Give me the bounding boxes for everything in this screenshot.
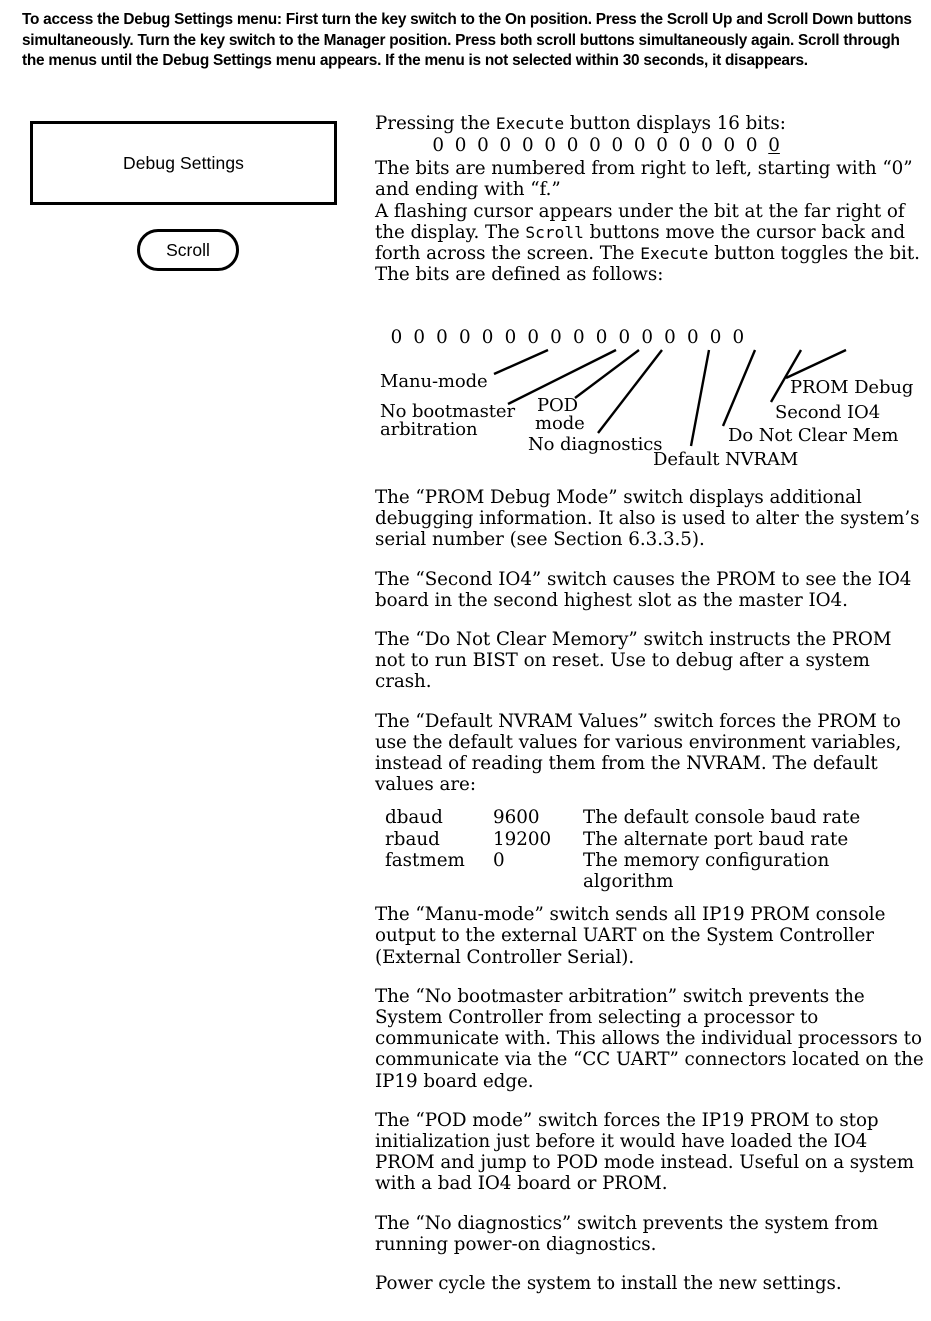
diagram-bit-1: 0 bbox=[413, 327, 426, 348]
diagram-bit-15: 0 bbox=[732, 327, 745, 348]
diagram-bit-5: 0 bbox=[504, 327, 517, 348]
bit-2: 0 bbox=[477, 135, 489, 157]
menu-graphic bbox=[0, 110, 365, 290]
p3-text-c: button toggles the bit. The bits are defined as follows: bbox=[375, 243, 920, 286]
diagram-bit-6: 0 bbox=[527, 327, 539, 348]
variable-value: 0 bbox=[493, 849, 505, 871]
bit-8: 0 bbox=[611, 135, 624, 157]
paragraph-default-nvram-values: The “Default NVRAM Values” switch forces the PROM to use the default values for various environment variables, instead of reading them from the NVRAM. The default values are: bbox=[375, 710, 902, 796]
bit-4: 0 bbox=[521, 135, 534, 157]
spacer bbox=[375, 1195, 927, 1213]
bit-label-manu-mode: Manu-mode bbox=[380, 371, 488, 392]
leader-line-manu-mode bbox=[494, 350, 548, 374]
default-values-table-body bbox=[385, 807, 913, 892]
spacer bbox=[375, 892, 927, 904]
default-values-table bbox=[385, 807, 913, 892]
bit-5: 0 bbox=[544, 135, 556, 157]
variable-name: dbaud bbox=[385, 807, 443, 829]
bit-0: 0 bbox=[432, 135, 445, 157]
execute-keyword-2: Execute bbox=[640, 244, 709, 264]
intro-instructions: To access the Debug Settings menu: First turn the key switch to the On position. Press the Scroll Up and Scroll Down buttons simultaneously. Turn the key switch to the Manager position. Press both scroll buttons simultaneously again. Scroll through the menus until the Debug Settings menu appears. If the menu is not selected within 30 seconds, it disappears. bbox=[22, 11, 912, 69]
bit-field-diagram bbox=[375, 328, 931, 478]
leader-line-default-nvram bbox=[691, 350, 709, 446]
paragraph-bit-numbering: The bits are numbered from right to left, starting with “0” and ending with “f.” bbox=[375, 158, 913, 201]
variable-name: rbaud bbox=[385, 828, 440, 850]
scroll-button[interactable] bbox=[137, 229, 239, 271]
paragraph-flashing-cursor bbox=[375, 201, 923, 286]
bit-label-pod-mode-line2: mode bbox=[535, 413, 585, 434]
diagram-bit-12: 0 bbox=[664, 327, 676, 348]
variable-description: The default console baud rate bbox=[583, 807, 861, 829]
diagram-bit-2: 0 bbox=[436, 327, 448, 348]
bit-14: 0 bbox=[745, 135, 758, 157]
p1-text-a: Pressing the bbox=[375, 113, 496, 134]
paragraph-pod-mode: The “POD mode” switch forces the IP19 PROM to stop initialization just before it would have loaded the IO4 PROM and jump to POD mode instead. Useful on a system with a bad IO4 board or PROM. bbox=[375, 1109, 915, 1195]
spacer bbox=[375, 611, 927, 629]
spacer bbox=[375, 795, 927, 807]
spacer bbox=[375, 693, 927, 711]
leader-line-prom-debug bbox=[786, 350, 846, 378]
spacer bbox=[375, 968, 927, 986]
table-row bbox=[385, 807, 913, 828]
leader-line-do-not-clear-mem bbox=[723, 350, 755, 426]
bit-9: 0 bbox=[633, 135, 646, 157]
paragraph-no-bootmaster-arbitration: The “No bootmaster arbitration” switch prevents the System Controller from selecting a processor to communicate with. This allows the individual processors to communicate via the “CC UART” connectors located on the IP19 board edge. bbox=[375, 985, 924, 1092]
bit-string-display bbox=[375, 134, 923, 158]
variable-description: The memory configuration algorithm bbox=[583, 849, 830, 893]
variable-value: 19200 bbox=[493, 828, 552, 850]
paragraph-manu-mode: The “Manu-mode” switch sends all IP19 PROM console output to the external UART on the System Controller (External Controller Serial). bbox=[375, 904, 886, 968]
execute-keyword: Execute bbox=[495, 114, 565, 133]
bit-label-prom-debug: PROM Debug bbox=[790, 377, 914, 398]
debug-settings-display bbox=[30, 121, 337, 205]
table-row bbox=[385, 829, 913, 850]
bit-label-no-bootmaster-line2: arbitration bbox=[380, 419, 478, 440]
bit-label-default-nvram: Default NVRAM bbox=[653, 449, 799, 470]
leader-line-no-diagnostics bbox=[598, 350, 662, 433]
diagram-bit-0: 0 bbox=[390, 327, 403, 348]
scroll-button-label: Scroll bbox=[166, 239, 210, 260]
bit-11: 0 bbox=[678, 135, 691, 157]
spacer bbox=[375, 1092, 927, 1110]
paragraph-prom-debug-mode: The “PROM Debug Mode” switch displays additional debugging information. It also is used to alter the system’s serial number (see Section 6.3.3.5). bbox=[375, 487, 920, 551]
body-column-lower bbox=[375, 487, 927, 1294]
diagram-bit-7: 0 bbox=[550, 327, 562, 348]
table-row bbox=[385, 850, 913, 892]
bit-12: 0 bbox=[701, 135, 713, 157]
diagram-bit-4: 0 bbox=[481, 327, 494, 348]
diagram-bit-11: 0 bbox=[641, 327, 653, 348]
diagram-bit-14: 0 bbox=[709, 327, 722, 348]
debug-settings-label: Debug Settings bbox=[122, 152, 245, 173]
bit-10: 0 bbox=[656, 135, 668, 157]
diagram-bit-8: 0 bbox=[572, 327, 585, 348]
p1-text-b: button displays 16 bits: bbox=[564, 113, 786, 134]
bit-label-no-diagnostics: No diagnostics bbox=[528, 434, 663, 455]
spacer bbox=[375, 551, 927, 569]
paragraph-pressing-execute bbox=[375, 113, 923, 134]
paragraph-second-io4: The “Second IO4” switch causes the PROM to see the IO4 board in the second highest slot as the master IO4. bbox=[375, 568, 912, 611]
variable-value: 9600 bbox=[493, 807, 540, 829]
diagram-bit-3: 0 bbox=[458, 327, 471, 348]
bit-label-second-io4: Second IO4 bbox=[775, 402, 881, 423]
paragraph-no-diagnostics: The “No diagnostics” switch prevents the system from running power-on diagnostics. bbox=[375, 1212, 879, 1255]
bit-label-do-not-clear-mem: Do Not Clear Mem bbox=[728, 425, 899, 446]
diagram-bit-13: 0 bbox=[686, 327, 699, 348]
bit-1: 0 bbox=[454, 135, 467, 157]
paragraph-power-cycle: Power cycle the system to install the new settings. bbox=[375, 1273, 842, 1295]
diagram-bit-10: 0 bbox=[618, 327, 631, 348]
bit-3: 0 bbox=[499, 135, 512, 157]
bit-7: 0 bbox=[589, 135, 601, 157]
bit-13: 0 bbox=[723, 135, 736, 157]
paragraph-do-not-clear-memory: The “Do Not Clear Memory” switch instructs the PROM not to run BIST on reset. Use to debug after a system crash. bbox=[375, 629, 892, 693]
scroll-keyword: Scroll bbox=[525, 222, 584, 242]
bit-label-pod-mode: POD bbox=[537, 395, 578, 416]
bit-15: 0 bbox=[768, 135, 780, 157]
diagram-bit-9: 0 bbox=[595, 327, 608, 348]
bit-label-no-bootmaster: No bootmaster bbox=[380, 401, 515, 422]
variable-name: fastmem bbox=[385, 849, 465, 871]
body-column-upper bbox=[375, 113, 923, 285]
p3-text-a: A flashing cursor appears under the bit at the far right of the display. The bbox=[375, 200, 905, 243]
spacer bbox=[375, 1255, 927, 1273]
variable-description: The alternate port baud rate bbox=[583, 828, 849, 850]
bit-6: 0 bbox=[566, 135, 579, 157]
p3-text-b: buttons move the cursor back and forth across the screen. The bbox=[375, 221, 906, 265]
